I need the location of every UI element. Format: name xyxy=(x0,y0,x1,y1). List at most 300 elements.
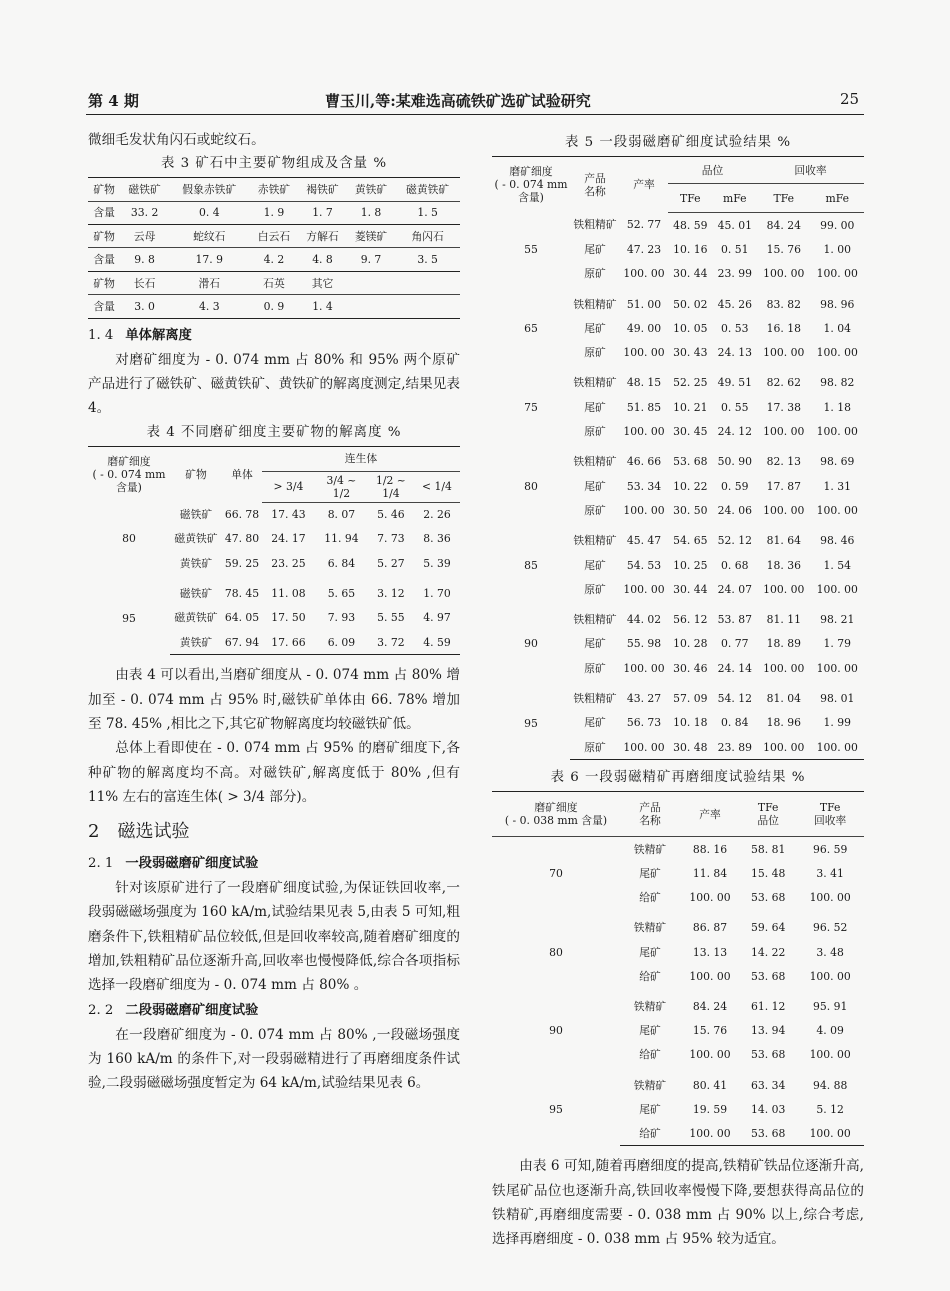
t5-cell: 23. 99 xyxy=(717,267,752,281)
t6-cell: 100. 00 xyxy=(680,1121,740,1146)
t4-cell: 磁黄铁矿 xyxy=(174,532,218,546)
t4-cell: 5. 46 xyxy=(377,508,405,522)
t5-cell: 1. 54 xyxy=(823,558,851,572)
t3-value-cell: 3. 5 xyxy=(417,253,438,267)
t5-fineness: 75 xyxy=(524,400,538,414)
t3-value-cell: 1. 8 xyxy=(360,206,382,220)
left-column xyxy=(88,128,460,1095)
t6-fineness: 95 xyxy=(549,1102,563,1116)
t5-cell: 原矿 xyxy=(584,425,606,439)
paragraph-6: 由表 6 可知,随着再磨细度的提高,铁精矿铁品位逐渐升高,铁尾矿品位也逐渐升高,铁回收率慢慢下降,要想获得高品位的铁精矿,再磨细度需要 - 0. 038 mm 占 90% 以上,综合考虑,选择再磨细度 - 0. 038 mm 占 95% 较为适宜。 xyxy=(492,1158,864,1248)
t3-head-cell: 方解石 xyxy=(298,225,347,248)
t4-cell: 8. 07 xyxy=(327,508,356,522)
t6-row xyxy=(492,837,864,862)
t5-cell: 10. 25 xyxy=(673,558,708,572)
t3-value-cell xyxy=(395,295,460,318)
t3-value-cell: 4. 3 xyxy=(169,295,250,318)
t4-cell: 5. 39 xyxy=(423,556,451,570)
t5-cell: 0. 84 xyxy=(721,716,749,730)
t5-cell: 1. 99 xyxy=(823,716,851,730)
t6-cell: 53. 68 xyxy=(751,1048,786,1062)
t4-cell: 67. 94 xyxy=(222,630,262,655)
t5-cell: 51. 00 xyxy=(626,297,662,311)
t5-cell: 100. 00 xyxy=(623,661,665,675)
t5-cell: 尾矿 xyxy=(584,479,606,493)
t3-head-cell: 矿物 xyxy=(88,178,120,201)
t4-cell: 11. 94 xyxy=(324,532,359,546)
t3-value-cell: 33. 2 xyxy=(130,206,159,220)
t5-cell: 54. 53 xyxy=(626,558,662,572)
t3-head-cell: 滑石 xyxy=(169,271,250,294)
t4-row xyxy=(88,502,460,527)
t6-h-recovery: TFe 回收率 xyxy=(796,792,864,837)
t5-cell: 100. 00 xyxy=(763,503,805,517)
t4-cell: 24. 17 xyxy=(271,532,306,546)
table3-caption: 表 3 矿石中主要矿物组成及含量 % xyxy=(160,156,388,172)
t5-cell: 10. 22 xyxy=(673,479,708,493)
t5-fineness: 85 xyxy=(524,558,538,572)
t6-fineness: 80 xyxy=(549,945,563,959)
t6-cell: 53. 68 xyxy=(751,891,786,905)
t6-cell: 15. 76 xyxy=(692,1024,728,1038)
t3-head-cell: 云母 xyxy=(120,225,169,248)
t6-row xyxy=(492,916,864,940)
t5-cell: 18. 89 xyxy=(766,637,801,651)
t4-h-sub: 3/4 ~ 1/2 xyxy=(315,471,368,502)
t5-cell: 100. 00 xyxy=(816,267,858,281)
t6-cell: 5. 12 xyxy=(816,1102,844,1116)
t4-h-sub: 1/2 ~ 1/4 xyxy=(368,471,414,502)
t5-cell: 100. 00 xyxy=(763,661,805,675)
t6-cell: 铁精矿 xyxy=(633,842,667,856)
t6-cell: 铁精矿 xyxy=(633,999,667,1013)
t5-row xyxy=(492,686,864,710)
t5-cell: 10. 18 xyxy=(673,716,708,730)
t5-cell: 44. 02 xyxy=(626,613,662,627)
t6-cell: 给矿 xyxy=(639,969,661,983)
t6-cell: 给矿 xyxy=(639,1048,661,1062)
t4-h-lian: 连生体 xyxy=(262,446,460,471)
table4-caption: 表 4 不同磨矿细度主要矿物的解离度 % xyxy=(146,424,402,440)
t4-cell: 1. 70 xyxy=(423,587,451,601)
header-rule xyxy=(86,114,864,115)
t5-cell: 100. 00 xyxy=(816,425,858,439)
t5-cell: 尾矿 xyxy=(584,558,606,572)
t5-cell: 0. 59 xyxy=(721,479,749,493)
t5-cell: 0. 53 xyxy=(721,321,749,335)
t5-row xyxy=(492,292,864,316)
t5-cell: 铁粗精矿 xyxy=(573,297,617,311)
t5-cell: 铁粗精矿 xyxy=(573,218,617,232)
t6-h-product: 产品 名称 xyxy=(620,792,680,837)
t5-cell: 30. 44 xyxy=(673,267,708,281)
t6-cell: 100. 00 xyxy=(809,1048,851,1062)
t5-cell: 51. 85 xyxy=(626,400,662,414)
t5-cell: 98. 96 xyxy=(820,297,855,311)
t3-value-cell: 3. 0 xyxy=(120,295,169,318)
t5-fineness: 65 xyxy=(524,321,538,335)
t5-cell: 54. 12 xyxy=(717,691,752,705)
t6-cell: 13. 94 xyxy=(751,1024,786,1038)
t4-cell: 3. 72 xyxy=(368,630,414,655)
t6-cell: 61. 12 xyxy=(751,999,786,1013)
t5-cell: 0. 77 xyxy=(721,637,749,651)
t4-cell: 66. 78 xyxy=(224,507,260,521)
t3-head-cell: 磁黄铁矿 xyxy=(395,178,460,201)
t5-cell: 10. 05 xyxy=(673,321,708,335)
t5-cell: 49. 51 xyxy=(717,376,752,390)
t5-cell: 尾矿 xyxy=(584,637,606,651)
t4-cell: 47. 80 xyxy=(224,532,260,546)
t5-cell: 56. 12 xyxy=(673,613,708,627)
t5-cell: 0. 51 xyxy=(721,242,749,256)
t5-cell: 24. 12 xyxy=(717,425,752,439)
t4-cell: 59. 25 xyxy=(224,556,260,570)
t5-cell: 52. 12 xyxy=(717,534,752,548)
t5-h-grade: 品位 xyxy=(668,157,757,184)
t4-cell: 5. 55 xyxy=(377,611,405,625)
t5-cell: 52. 25 xyxy=(673,376,708,390)
t5-cell: 43. 27 xyxy=(626,691,662,705)
t5-fineness: 90 xyxy=(524,637,538,651)
t6-cell: 尾矿 xyxy=(639,1024,661,1038)
t4-cell: 4. 97 xyxy=(423,611,451,625)
t3-head-cell: 菱镁矿 xyxy=(347,225,396,248)
t3-head-cell: 假象赤铁矿 xyxy=(169,178,250,201)
t3-head-cell: 白云石 xyxy=(250,225,299,248)
running-title: 曹玉川,等:某难选高硫铁矿选矿试验研究 xyxy=(325,92,591,110)
section-2-heading: 2 磁选试验 xyxy=(88,821,190,843)
t5-cell: 100. 00 xyxy=(757,735,810,760)
t5-cell: 50. 90 xyxy=(717,455,752,469)
t5-cell: 1. 79 xyxy=(823,637,851,651)
t5-cell: 15. 76 xyxy=(766,242,801,256)
t6-cell: 14. 03 xyxy=(751,1102,786,1116)
t5-cell: 原矿 xyxy=(584,346,606,360)
t5-cell: 17. 87 xyxy=(766,479,801,493)
t5-cell: 55. 98 xyxy=(626,637,662,651)
t5-cell: 23. 89 xyxy=(713,735,758,760)
t3-value-cell: 0. 9 xyxy=(250,295,299,318)
t5-cell: 56. 73 xyxy=(626,716,662,730)
t6-cell: 给矿 xyxy=(639,891,661,905)
t5-cell: 铁粗精矿 xyxy=(573,455,617,469)
t5-cell: 53. 68 xyxy=(673,455,708,469)
t5-cell: 24. 06 xyxy=(717,503,752,517)
t3-head-cell: 褐铁矿 xyxy=(298,178,347,201)
t3-head-cell: 矿物 xyxy=(88,225,120,248)
t5-cell: 48. 15 xyxy=(626,376,662,390)
paragraph-2: 由表 4 可以看出,当磨矿细度从 - 0. 074 mm 占 80% 增加至 - 0. 074 mm 占 95% 时,磁铁矿单体由 66. 78% 增加至 78. 45% ,相比之下,其它矿物解离度均较磁铁矿低。 xyxy=(88,667,460,732)
t3-head-cell xyxy=(395,271,460,294)
paragraph-5: 在一段磨矿细度为 - 0. 074 mm 占 80% ,一段磁场强度为 160 kA/m 的条件下,对一段弱磁精进行了再磨细度条件试验,二段弱磁磁场强度暂定为 64 kA/m,试验结果见表 6。 xyxy=(88,1026,460,1092)
t6-cell: 53. 68 xyxy=(740,1121,796,1146)
t6-cell: 4. 09 xyxy=(816,1024,844,1038)
t5-cell: 100. 00 xyxy=(763,425,805,439)
t5-cell: 30. 44 xyxy=(673,582,708,596)
t3-value-cell: 1. 9 xyxy=(263,206,285,220)
t4-cell: 5. 65 xyxy=(327,587,356,601)
t3-value-cell: 0. 4 xyxy=(198,206,220,220)
t3-head-cell: 磁铁矿 xyxy=(120,178,169,201)
t5-cell: 尾矿 xyxy=(584,242,606,256)
t6-cell: 19. 59 xyxy=(692,1102,728,1116)
t5-cell: 45. 47 xyxy=(626,534,662,548)
t6-cell: 100. 00 xyxy=(689,891,731,905)
t6-cell: 100. 00 xyxy=(796,1121,864,1146)
t5-cell: 100. 00 xyxy=(623,582,665,596)
t5-cell: 100. 00 xyxy=(816,582,858,596)
t5-cell: 98. 82 xyxy=(820,376,855,390)
t5-cell: 99. 00 xyxy=(820,218,855,232)
t5-fineness: 95 xyxy=(524,716,538,730)
page-number: 25 xyxy=(840,90,860,108)
t6-cell: 13. 13 xyxy=(692,945,728,959)
t5-cell: 30. 46 xyxy=(673,661,708,675)
t5-cell: 17. 38 xyxy=(766,400,801,414)
t4-cell: 磁铁矿 xyxy=(179,507,213,521)
t5-cell: 98. 46 xyxy=(820,534,855,548)
t5-cell: 16. 18 xyxy=(766,321,801,335)
t4-cell: 磁铁矿 xyxy=(179,587,213,601)
t5-cell: 81. 64 xyxy=(766,534,801,548)
t5-cell: 1. 18 xyxy=(823,400,851,414)
t5-h-sub: mFe xyxy=(713,184,758,213)
t4-cell: 磁黄铁矿 xyxy=(174,611,218,625)
t6-cell: 14. 22 xyxy=(751,945,786,959)
t6-cell: 80. 41 xyxy=(692,1078,728,1092)
t4-cell: 6. 84 xyxy=(327,556,356,570)
t5-row xyxy=(492,450,864,474)
t5-cell: 50. 02 xyxy=(673,297,708,311)
t5-h-product: 产品 名称 xyxy=(570,157,620,213)
t4-row xyxy=(88,581,460,605)
section-2-1: 2. 1 一段弱磁磨矿细度试验 xyxy=(88,856,259,872)
t4-cell: 8. 36 xyxy=(423,532,451,546)
t5-cell: 尾矿 xyxy=(584,400,606,414)
table5-caption: 表 5 一段弱磁磨矿细度试验结果 % xyxy=(564,135,792,150)
t6-h-fineness: 磨矿细度 ( - 0. 038 mm 含量) xyxy=(492,792,620,837)
t5-cell: 铁粗精矿 xyxy=(573,691,617,705)
t6-h-grade: TFe 品位 xyxy=(740,792,796,837)
section-2-2: 2. 2 二段弱磁磨矿细度试验 xyxy=(88,1002,259,1018)
t4-cell: 黄铁矿 xyxy=(179,556,213,570)
section-1-4: 1. 4 单体解离度 xyxy=(88,327,192,343)
t3-value-cell: 4. 2 xyxy=(263,253,285,267)
t5-cell: 原矿 xyxy=(584,267,606,281)
t6-cell: 96. 52 xyxy=(813,921,848,935)
t5-fineness: 80 xyxy=(524,479,538,493)
t6-row xyxy=(492,1073,864,1097)
t5-cell: 98. 69 xyxy=(820,455,855,469)
t3-head-cell xyxy=(347,271,396,294)
t4-cell: 17. 43 xyxy=(271,508,306,522)
t6-cell: 53. 68 xyxy=(751,969,786,983)
t5-h-sub: mFe xyxy=(811,184,864,213)
t4-fineness: 80 xyxy=(122,532,136,546)
t3-value-cell: 9. 7 xyxy=(360,253,382,267)
t4-h-single: 单体 xyxy=(222,446,262,502)
t3-value-cell xyxy=(347,295,396,318)
t5-cell: 98. 01 xyxy=(820,691,855,705)
t4-cell: 7. 93 xyxy=(327,611,356,625)
t4-cell: 7. 73 xyxy=(377,532,405,546)
t6-cell: 59. 64 xyxy=(751,921,786,935)
t5-fineness: 55 xyxy=(524,242,538,256)
t5-cell: 原矿 xyxy=(584,582,606,596)
t6-cell: 88. 16 xyxy=(692,842,728,856)
t5-cell: 100. 00 xyxy=(623,267,665,281)
t6-cell: 100. 00 xyxy=(809,969,851,983)
t3-head-cell: 角闪石 xyxy=(395,225,460,248)
t5-cell: 原矿 xyxy=(584,661,606,675)
t6-cell: 100. 00 xyxy=(809,891,851,905)
t3-value-cell: 17. 9 xyxy=(195,253,224,267)
t5-cell: 100. 00 xyxy=(816,661,858,675)
t6-cell: 铁精矿 xyxy=(633,921,667,935)
t5-cell: 47. 23 xyxy=(626,242,662,256)
t5-cell: 82. 13 xyxy=(766,455,801,469)
t3-value-cell: 含量 xyxy=(88,295,120,318)
paragraph-1: 对磨矿细度为 - 0. 074 mm 占 80% 和 95% 两个原矿产品进行了磁铁矿、磁黄铁矿、黄铁矿的解离度测定,结果见表 4。 xyxy=(88,351,460,417)
t6-cell: 100. 00 xyxy=(689,1048,731,1062)
t5-cell: 铁粗精矿 xyxy=(573,534,617,548)
t4-cell: 78. 45 xyxy=(224,587,260,601)
t6-cell: 58. 81 xyxy=(751,842,786,856)
t4-cell: 5. 27 xyxy=(377,556,405,570)
t6-cell: 尾矿 xyxy=(639,867,661,881)
t5-h-fineness: 磨矿细度 ( - 0. 074 mm 含量) xyxy=(492,157,570,213)
t5-cell: 原矿 xyxy=(584,503,606,517)
t6-fineness: 70 xyxy=(549,867,563,881)
right-column xyxy=(492,131,864,1252)
t5-cell: 0. 68 xyxy=(721,558,749,572)
t3-head-cell: 赤铁矿 xyxy=(250,178,299,201)
t5-cell: 铁粗精矿 xyxy=(573,376,617,390)
t5-cell: 1. 04 xyxy=(823,321,851,335)
t5-cell: 57. 09 xyxy=(673,691,708,705)
t5-row xyxy=(492,371,864,395)
t5-cell: 49. 00 xyxy=(626,321,662,335)
t4-cell: 17. 50 xyxy=(271,611,306,625)
t5-cell: 100. 00 xyxy=(623,503,665,517)
t3-head-cell: 长石 xyxy=(120,271,169,294)
t4-cell: 3. 12 xyxy=(377,587,405,601)
journal-issue: 第 4 期 xyxy=(88,92,139,110)
t3-value-cell: 含量 xyxy=(93,206,115,220)
t5-cell: 100. 00 xyxy=(816,346,858,360)
t5-cell: 82. 62 xyxy=(766,376,801,390)
t5-cell: 45. 26 xyxy=(717,297,752,311)
t5-cell: 100. 00 xyxy=(811,735,864,760)
t5-cell: 100. 00 xyxy=(623,346,665,360)
t4-h-mineral: 矿物 xyxy=(170,446,222,502)
t5-cell: 45. 01 xyxy=(717,218,752,232)
t5-cell: 1. 31 xyxy=(823,479,851,493)
table4 xyxy=(88,446,460,656)
t3-value-cell: 9. 8 xyxy=(134,253,155,267)
t6-cell: 3. 41 xyxy=(816,867,844,881)
paragraph-3: 总体上看即使在 - 0. 074 mm 占 95% 的磨矿细度下,各种矿物的解离度均不高。对磁铁矿,解离度低于 80% ,但有 11% 左右的富连生体( > 3/4 部分)。 xyxy=(88,740,460,805)
t4-h-sub: < 1/4 xyxy=(414,471,460,502)
t5-h-sub: TFe xyxy=(757,184,810,213)
t5-cell: 24. 14 xyxy=(717,661,752,675)
t6-fineness: 90 xyxy=(549,1024,563,1038)
t5-row xyxy=(492,213,864,238)
table6-caption: 表 6 一段弱磁精矿再磨细度试验结果 % xyxy=(550,770,806,786)
table3 xyxy=(88,177,460,318)
t6-cell: 15. 48 xyxy=(751,867,786,881)
t3-value-cell: 1. 4 xyxy=(298,295,347,318)
t5-cell: 100. 00 xyxy=(623,425,665,439)
t5-cell: 30. 45 xyxy=(673,425,708,439)
t4-cell: 黄铁矿 xyxy=(170,630,222,655)
t5-cell: 48. 59 xyxy=(673,218,708,232)
t5-cell: 100. 00 xyxy=(763,267,805,281)
t5-cell: 100. 00 xyxy=(763,346,805,360)
t3-value-cell: 4. 8 xyxy=(312,253,333,267)
t5-cell: 83. 82 xyxy=(766,297,801,311)
t5-cell: 24. 07 xyxy=(717,582,752,596)
t5-cell: 84. 24 xyxy=(766,218,801,232)
t5-cell: 53. 34 xyxy=(626,479,662,493)
t5-cell: 52. 77 xyxy=(626,218,662,232)
t3-head-cell: 石英 xyxy=(250,271,299,294)
t5-cell: 原矿 xyxy=(570,735,620,760)
t3-head-cell: 黄铁矿 xyxy=(347,178,396,201)
t3-head-cell: 蛇纹石 xyxy=(169,225,250,248)
t5-cell: 10. 21 xyxy=(673,400,708,414)
t5-cell: 10. 28 xyxy=(673,637,708,651)
t3-head-cell: 矿物 xyxy=(88,271,120,294)
t4-cell: 4. 59 xyxy=(414,630,460,655)
t6-cell: 铁精矿 xyxy=(633,1078,667,1092)
t5-cell: 100. 00 xyxy=(816,503,858,517)
t5-cell: 30. 43 xyxy=(673,346,708,360)
t3-head-cell: 其它 xyxy=(298,271,347,294)
t5-h-yield: 产率 xyxy=(620,157,668,213)
t6-cell: 96. 59 xyxy=(813,842,848,856)
t5-cell: 18. 96 xyxy=(766,716,801,730)
t6-cell: 84. 24 xyxy=(692,999,728,1013)
t5-cell: 53. 87 xyxy=(717,613,752,627)
t5-cell: 尾矿 xyxy=(584,321,606,335)
t4-cell: 11. 08 xyxy=(271,587,306,601)
t6-row xyxy=(492,994,864,1018)
t4-cell: 17. 66 xyxy=(262,630,315,655)
t5-cell: 10. 16 xyxy=(673,242,708,256)
t6-cell: 给矿 xyxy=(620,1121,680,1146)
t5-cell: 98. 21 xyxy=(820,613,855,627)
t6-cell: 100. 00 xyxy=(689,969,731,983)
t4-cell: 23. 25 xyxy=(271,556,306,570)
t3-value-cell: 含量 xyxy=(93,253,115,267)
t5-cell: 30. 48 xyxy=(668,735,713,760)
table5 xyxy=(492,156,864,760)
t3-value-cell: 1. 7 xyxy=(312,206,333,220)
t5-cell: 46. 66 xyxy=(626,455,662,469)
t5-cell: 0. 55 xyxy=(721,400,749,414)
t5-cell: 54. 65 xyxy=(673,534,708,548)
t4-h-sub: > 3/4 xyxy=(262,471,315,502)
t5-h-recovery: 回收率 xyxy=(757,157,864,184)
t5-cell: 100. 00 xyxy=(620,735,668,760)
t5-cell: 尾矿 xyxy=(584,716,606,730)
t4-cell: 2. 26 xyxy=(423,508,451,522)
t5-row xyxy=(492,607,864,631)
t6-cell: 3. 48 xyxy=(816,945,844,959)
t6-cell: 86. 87 xyxy=(692,921,728,935)
